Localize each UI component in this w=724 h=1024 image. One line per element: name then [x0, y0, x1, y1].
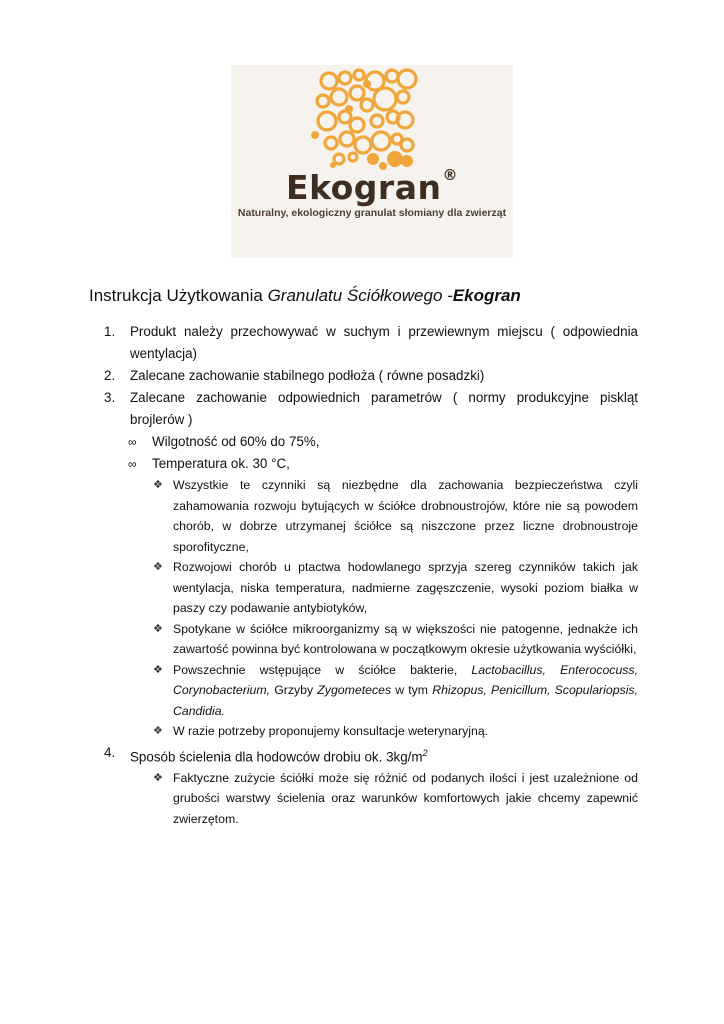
logo-tagline: Naturalny, ekologiczny granulat słomiany dla zwierząt: [237, 207, 507, 219]
diamond-bullet-icon: ❖: [153, 663, 163, 676]
param-item: ∞ Temperatura ok. 30 °C,: [104, 453, 638, 475]
ekogran-logo: [231, 65, 513, 258]
instructions-list: [104, 321, 638, 829]
bullet-item: ❖ Powszechnie wstępujące w ściółce bakterie, Lactobacillus, Enterococuss, Corynobacterium, Grzyby Zygometeces w tym Rhizopus, Penicillum, Scopulariopsis, Candidia.: [104, 660, 638, 722]
diamond-bullet-icon: ❖: [153, 479, 163, 491]
bullet-item: ❖ Faktyczne zużycie ściółki może się różnić od podanych ilości i jest uzależnione od grubości warstwy ścielenia oraz warunków komfortowych jakie chcemy zapewnić zwierzętom.: [104, 768, 638, 830]
bullet-item: ❖ Wszystkie te czynniki są niezbędne dla zachowania bezpieczeństwa czyli zahamowania rozwoju bytujących w ściółce drobnoustrojów, które nie są powodem chorób, w dobrze utrzymanej ściółce są niszczone przez liczne drobnoustroje sporofityczne,: [104, 475, 638, 557]
page-title: Instrukcja Użytkowania Granulatu Ściółkowego -Ekogran: [89, 286, 521, 305]
brand-name: Ekogran®: [286, 166, 458, 207]
bullet-item: ❖ Spotykane w ściółce mikroorganizmy są w większości nie patogenne, jednakże ich zawartość powinna być kontrolowana w początkowym okresie użytkowania wyściółki,: [104, 619, 638, 660]
diamond-bullet-icon: ❖: [153, 771, 163, 784]
list-item: 4. Sposób ścielenia dla hodowców drobiu ok. $3kg/m^2$: [104, 744, 428, 764]
bubbles-icon: [231, 65, 513, 175]
list-item: 2. Zalecane zachowanie stabilnego podłoża ( równe posadzki): [104, 368, 485, 383]
diamond-bullet-icon: ❖: [153, 622, 163, 635]
infinity-icon: ∞: [128, 435, 137, 449]
diamond-bullet-icon: ❖: [153, 725, 163, 737]
list-item: 1. Produkt należy przechowywać w suchym i przewiewnym miejscu ( odpowiednia wentylacja): [104, 324, 638, 361]
bullet-item: ❖ W razie potrzeby proponujemy konsultacje weterynaryjną.: [104, 721, 638, 742]
list-item: 3. Zalecane zachowanie odpowiednich parametrów ( normy produkcyjne piskląt brojlerów ): [104, 390, 638, 427]
diamond-bullet-icon: ❖: [153, 561, 163, 573]
bullet-item: ❖ Rozwojowi chorób u ptactwa hodowlanego sprzyja szereg czynników takich jak wentylacja, niska temperatura, nadmierne zagęszczenie, wysoki poziom białka w paszy czy podawanie antybiotyków,: [104, 557, 638, 619]
infinity-icon: ∞: [128, 457, 137, 471]
param-item: ∞ Wilgotność od 60% do 75%,: [104, 431, 638, 453]
